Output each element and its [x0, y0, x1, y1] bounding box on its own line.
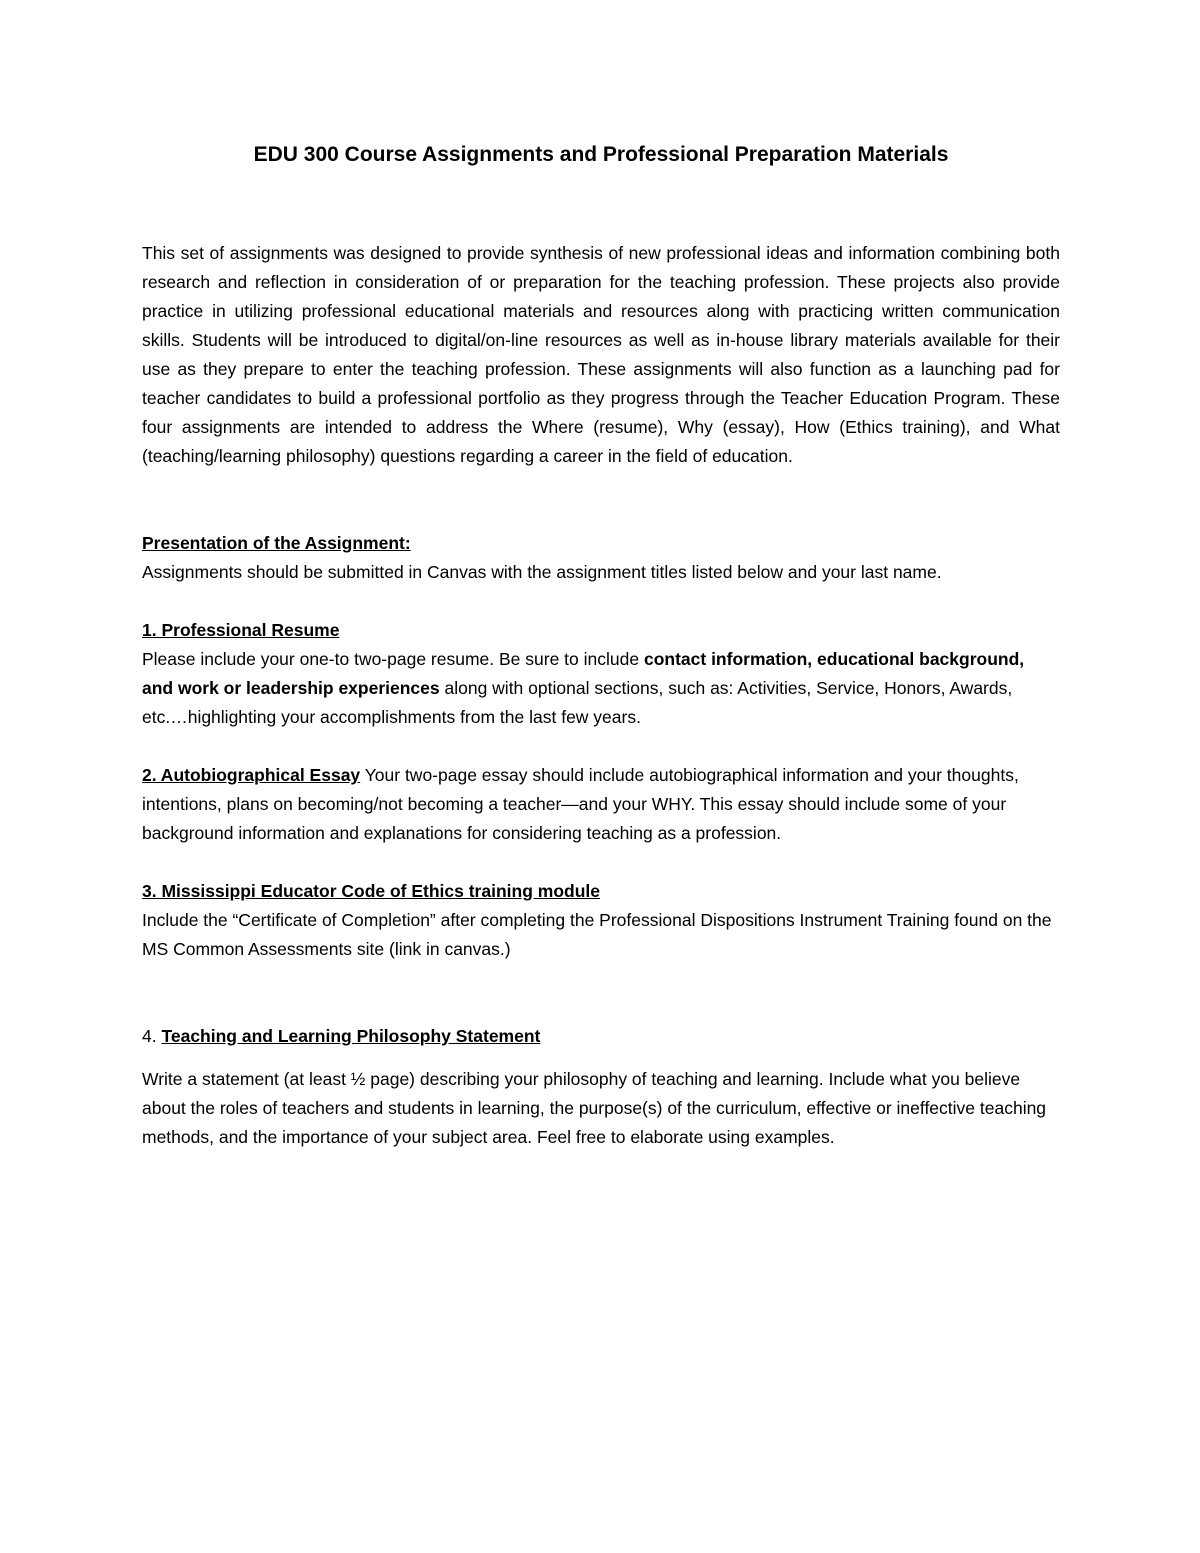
- philosophy-heading-line: [142, 1022, 1060, 1051]
- essay-section: [142, 761, 1060, 848]
- ethics-heading: 3. Mississippi Educator Code of Ethics training module: [142, 881, 600, 901]
- essay-text: [142, 761, 1060, 848]
- presentation-heading: Presentation of the Assignment:: [142, 533, 411, 553]
- resume-text-a: Please include your one-to two-page resume. Be sure to include: [142, 649, 644, 669]
- resume-heading: 1. Professional Resume: [142, 620, 340, 640]
- resume-text: [142, 645, 1060, 732]
- resume-text-bold: contact information, educational background, and work or leadership experiences: [142, 649, 1025, 698]
- intro-paragraph: This set of assignments was designed to provide synthesis of new professional ideas and information combining both research and reflection in consideration of or preparation for the teaching profession. These projects also provide practice in utilizing professional educational materials and resources along with practicing written communication skills. Students will be introduced to digital/on-line resources as well as in-house library materials available for their use as they prepare to enter the teaching profession. These assignments will also function as a launching pad for teacher candidates to build a professional portfolio as they progress through the Teacher Education Program. These four assignments are intended to address the Where (resume), Why (essay), How (Ethics training), and What (teaching/learning philosophy) questions regarding a career in the field of education.: [142, 243, 1060, 466]
- philosophy-section: [142, 1022, 1060, 1152]
- presentation-text: Assignments should be submitted in Canvas with the assignment titles listed below and your last name.: [142, 562, 942, 582]
- presentation-section: [142, 529, 1060, 587]
- essay-heading: 2. Autobiographical Essay: [142, 765, 361, 785]
- philosophy-heading: Teaching and Learning Philosophy Statement: [161, 1026, 541, 1046]
- resume-section: [142, 616, 1060, 732]
- philosophy-text: Write a statement (at least ½ page) describing your philosophy of teaching and learning. Include what you believe about the roles of teachers and students in learning, the purpose(s) of the curriculum, effective or ineffective teaching methods, and the importance of your subject area. Feel free to elaborate using examples.: [142, 1069, 1047, 1147]
- philosophy-number: 4.: [142, 1026, 162, 1046]
- document-title: EDU 300 Course Assignments and Professional Preparation Materials: [253, 143, 949, 166]
- ethics-text: Include the “Certificate of Completion” after completing the Professional Dispositions Instrument Training found on the MS Common Assessments site (link in canvas.): [142, 910, 1052, 959]
- ethics-section: [142, 877, 1060, 964]
- document-body: [142, 140, 1060, 1152]
- essay-body: Your two-page essay should include autobiographical information and your thoughts, intentions, plans on becoming/not becoming a teacher—and your WHY. This essay should include some of your background information and explanations for considering teaching as a profession.: [142, 765, 1019, 843]
- resume-text-b: along with optional sections, such as: Activities, Service, Honors, Awards, etc.…highlighting your accomplishments from the last few years.: [142, 678, 1013, 727]
